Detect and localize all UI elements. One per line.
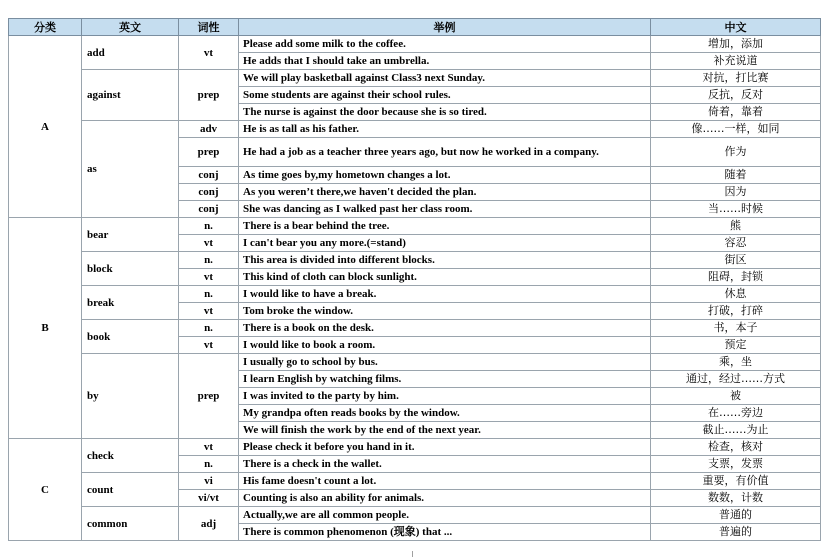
pos-cell: vt (179, 235, 239, 252)
table-row (9, 70, 821, 87)
example-cell: I can't bear you any more.(=stand) (239, 235, 651, 252)
chinese-cell: 被 (651, 388, 821, 405)
header-pos: 词性 (179, 19, 239, 36)
example-cell: We will play basketball against Class3 next Sunday. (239, 70, 651, 87)
header-english: 英文 (82, 19, 179, 36)
pos-cell: vt (179, 439, 239, 456)
example-cell: The nurse is against the door because she is so tired. (239, 104, 651, 121)
example-cell: I would like to have a break. (239, 286, 651, 303)
chinese-cell: 数数，计数 (651, 490, 821, 507)
chinese-cell: 普通的 (651, 507, 821, 524)
page-break-marker (412, 551, 413, 557)
table-row (9, 354, 821, 371)
vocabulary-table (8, 18, 821, 541)
example-cell: There is common phenomenon (现象) that ... (239, 524, 651, 541)
table-row (9, 473, 821, 490)
chinese-cell: 打破，打碎 (651, 303, 821, 320)
example-cell: I would like to book a room. (239, 337, 651, 354)
chinese-cell: 像……一样，如同 (651, 121, 821, 138)
word-cell: count (82, 473, 179, 507)
example-cell: This area is divided into different blocks. (239, 252, 651, 269)
word-cell: add (82, 36, 179, 70)
category-cell: B (9, 218, 82, 439)
chinese-cell: 因为 (651, 184, 821, 201)
chinese-cell: 支票，发票 (651, 456, 821, 473)
pos-cell: vi (179, 473, 239, 490)
pos-cell: n. (179, 286, 239, 303)
example-cell: I was invited to the party by him. (239, 388, 651, 405)
word-cell: by (82, 354, 179, 439)
chinese-cell: 当……时候 (651, 201, 821, 218)
example-cell: He had a job as a teacher three years ago, but now he worked in a company. (239, 138, 651, 167)
example-cell: She was dancing as I walked past her class room. (239, 201, 651, 218)
example-cell: He adds that I should take an umbrella. (239, 53, 651, 70)
chinese-cell: 预定 (651, 337, 821, 354)
example-cell: This kind of cloth can block sunlight. (239, 269, 651, 286)
chinese-cell: 休息 (651, 286, 821, 303)
pos-cell: vi/vt (179, 490, 239, 507)
table-row (9, 36, 821, 53)
example-cell: He is as tall as his father. (239, 121, 651, 138)
example-cell: I usually go to school by bus. (239, 354, 651, 371)
chinese-cell: 检查，核对 (651, 439, 821, 456)
chinese-cell: 作为 (651, 138, 821, 167)
pos-cell: conj (179, 201, 239, 218)
chinese-cell: 通过，经过……方式 (651, 371, 821, 388)
chinese-cell: 增加，添加 (651, 36, 821, 53)
word-cell: break (82, 286, 179, 320)
chinese-cell: 容忍 (651, 235, 821, 252)
pos-cell: n. (179, 320, 239, 337)
chinese-cell: 倚着，靠着 (651, 104, 821, 121)
word-cell: as (82, 121, 179, 218)
chinese-cell: 普遍的 (651, 524, 821, 541)
category-cell: C (9, 439, 82, 541)
example-cell: We will finish the work by the end of the next year. (239, 422, 651, 439)
pos-cell: vt (179, 36, 239, 70)
chinese-cell: 重要，有价值 (651, 473, 821, 490)
pos-cell: prep (179, 70, 239, 121)
chinese-cell: 街区 (651, 252, 821, 269)
category-cell: A (9, 36, 82, 218)
chinese-cell: 熊 (651, 218, 821, 235)
table-row (9, 320, 821, 337)
example-cell: I learn English by watching films. (239, 371, 651, 388)
pos-cell: n. (179, 252, 239, 269)
example-cell: Please check it before you hand in it. (239, 439, 651, 456)
table-row (9, 286, 821, 303)
chinese-cell: 书，本子 (651, 320, 821, 337)
pos-cell: prep (179, 138, 239, 167)
example-cell: There is a bear behind the tree. (239, 218, 651, 235)
table-row (9, 121, 821, 138)
table-row (9, 507, 821, 524)
header-row (9, 19, 821, 36)
table-row (9, 218, 821, 235)
header-category: 分类 (9, 19, 82, 36)
example-cell: As you weren’t there,we haven't decided the plan. (239, 184, 651, 201)
chinese-cell: 补充说道 (651, 53, 821, 70)
chinese-cell: 乘，坐 (651, 354, 821, 371)
chinese-cell: 反抗，反对 (651, 87, 821, 104)
word-cell: bear (82, 218, 179, 252)
word-cell: block (82, 252, 179, 286)
word-cell: check (82, 439, 179, 473)
example-cell: Some students are against their school rules. (239, 87, 651, 104)
pos-cell: prep (179, 354, 239, 439)
pos-cell: adj (179, 507, 239, 541)
example-cell: His fame doesn't count a lot. (239, 473, 651, 490)
pos-cell: vt (179, 269, 239, 286)
example-cell: There is a check in the wallet. (239, 456, 651, 473)
chinese-cell: 截止……为止 (651, 422, 821, 439)
example-cell: Counting is also an ability for animals. (239, 490, 651, 507)
example-cell: Actually,we are all common people. (239, 507, 651, 524)
header-chinese: 中文 (651, 19, 821, 36)
example-cell: Please add some milk to the coffee. (239, 36, 651, 53)
header-example: 举例 (239, 19, 651, 36)
chinese-cell: 在……旁边 (651, 405, 821, 422)
pos-cell: conj (179, 184, 239, 201)
example-cell: There is a book on the desk. (239, 320, 651, 337)
pos-cell: vt (179, 337, 239, 354)
pos-cell: n. (179, 456, 239, 473)
pos-cell: vt (179, 303, 239, 320)
example-cell: Tom broke the window. (239, 303, 651, 320)
pos-cell: adv (179, 121, 239, 138)
pos-cell: conj (179, 167, 239, 184)
chinese-cell: 对抗，打比赛 (651, 70, 821, 87)
chinese-cell: 随着 (651, 167, 821, 184)
example-cell: As time goes by,my hometown changes a lot. (239, 167, 651, 184)
word-cell: against (82, 70, 179, 121)
word-cell: book (82, 320, 179, 354)
example-cell: My grandpa often reads books by the window. (239, 405, 651, 422)
table-row (9, 252, 821, 269)
table-row (9, 439, 821, 456)
pos-cell: n. (179, 218, 239, 235)
word-cell: common (82, 507, 179, 541)
chinese-cell: 阻碍，封锁 (651, 269, 821, 286)
